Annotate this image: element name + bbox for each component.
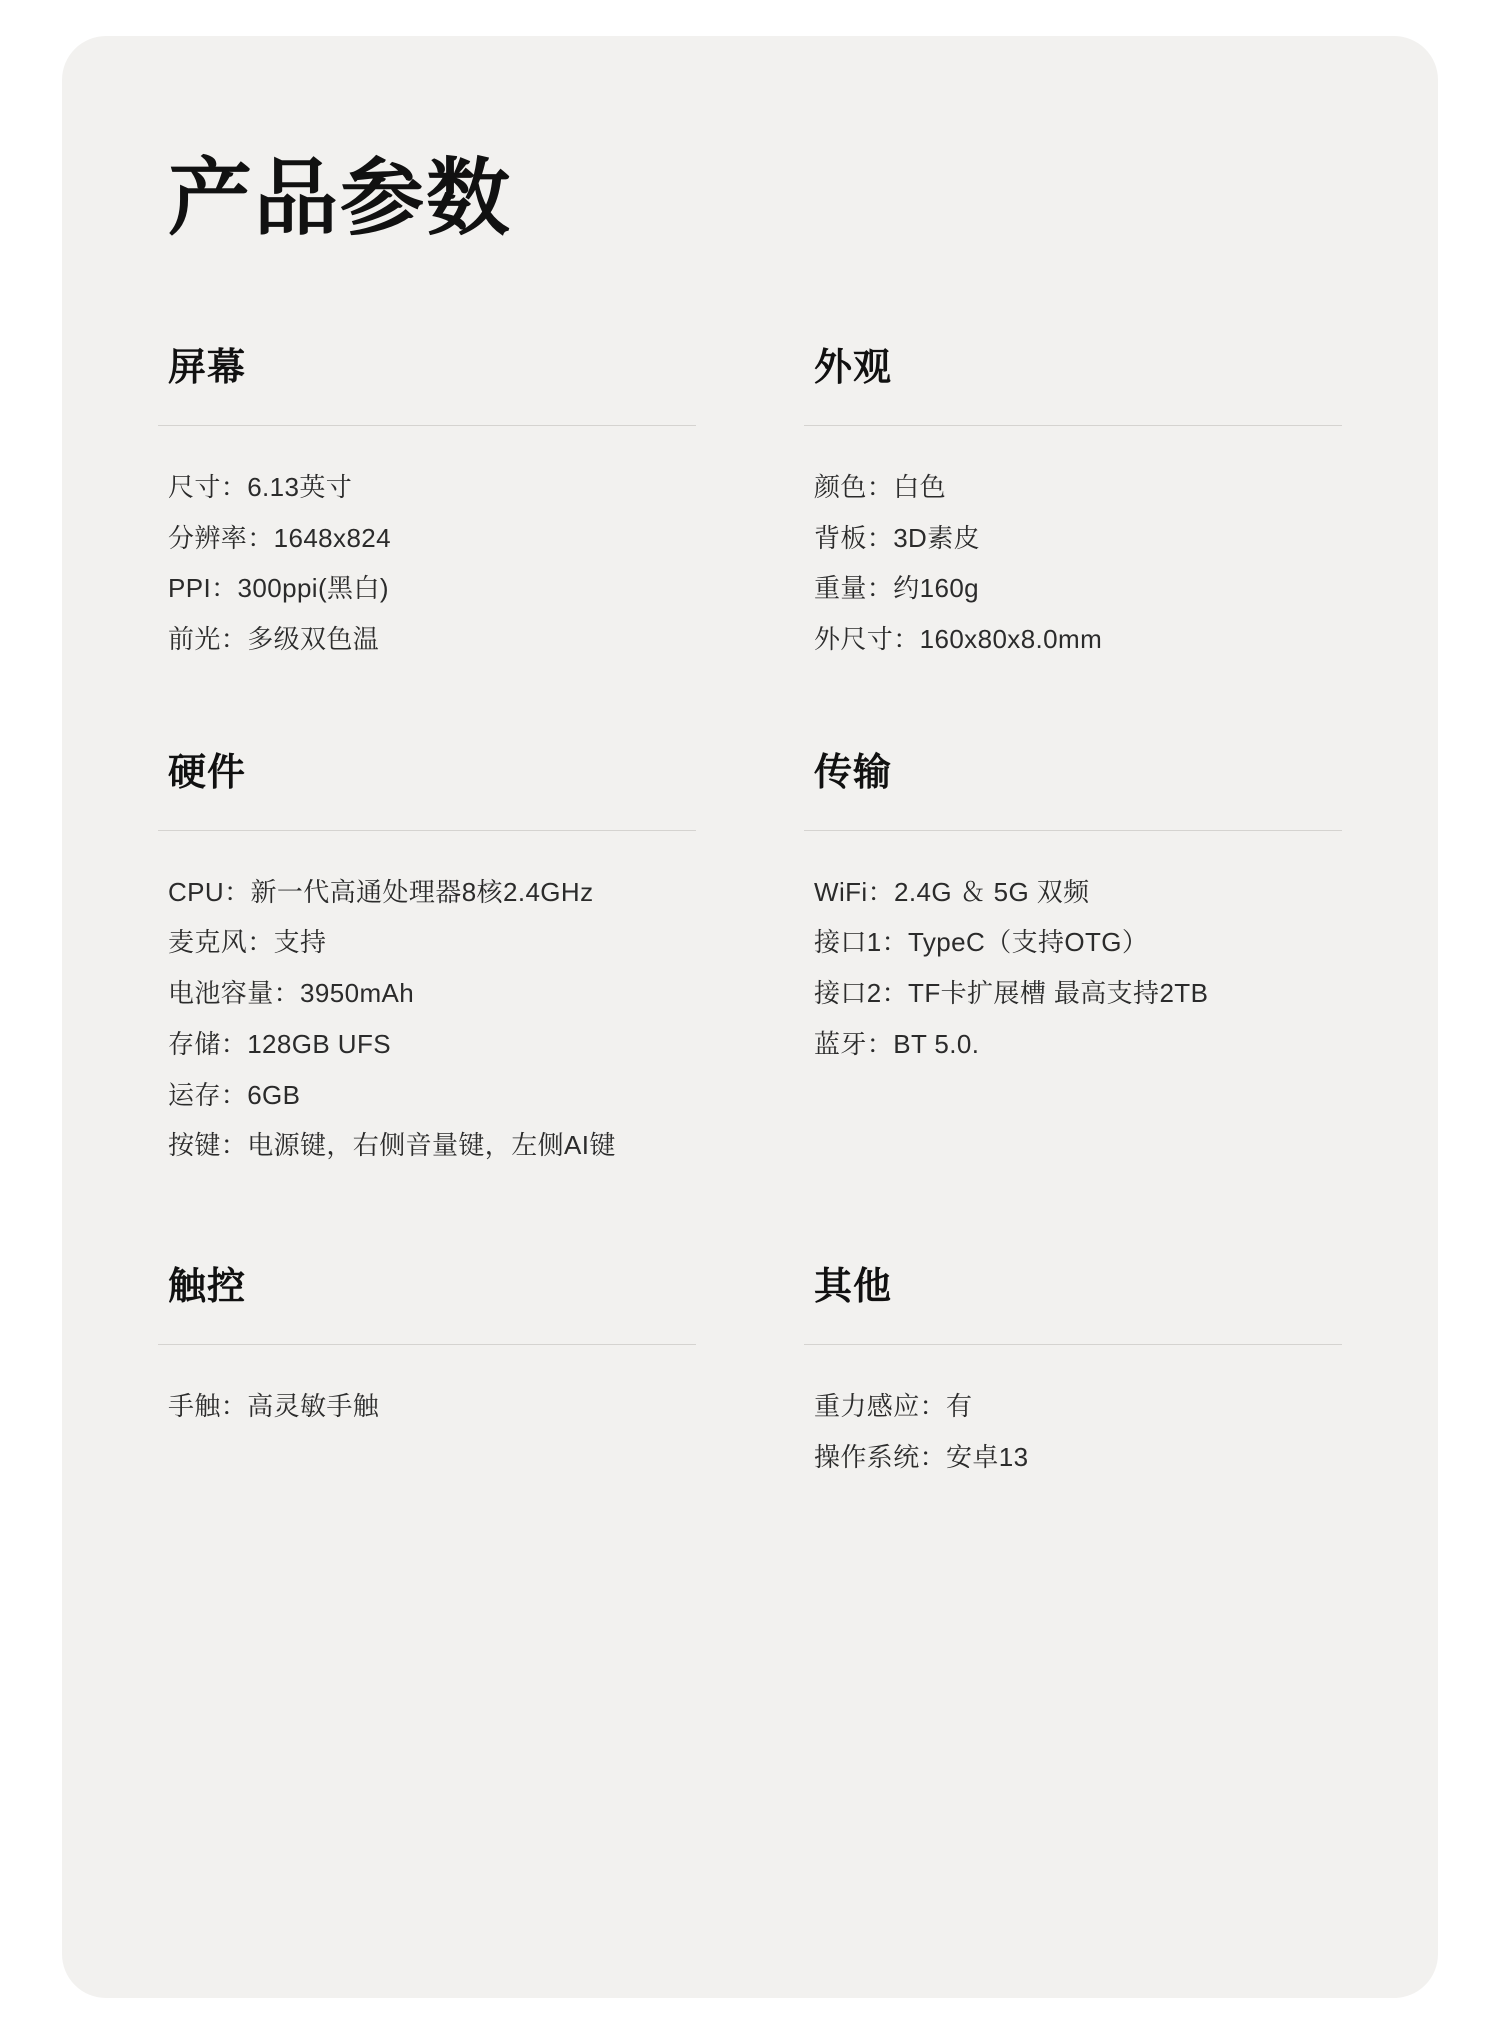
section-divider	[158, 1344, 696, 1345]
spec-item: 操作系统：安卓13	[814, 1441, 1029, 1472]
spec-item: CPU：新一代高通处理器8核2.4GHz	[168, 876, 594, 907]
spec-item: 接口1：TypeC（支持OTG）	[814, 927, 1149, 958]
section-items-touch	[158, 1381, 696, 1432]
spec-item: 尺寸：6.13英寸	[168, 472, 353, 502]
spec-section-other	[804, 1255, 1342, 1482]
spec-item: 分辨率：1648x824	[168, 522, 392, 553]
spec-item: WiFi：2.4G ＆ 5G 双频	[814, 876, 1090, 907]
spec-item: 手触：高灵敏手触	[168, 1390, 380, 1421]
page-title: 产品参数	[168, 151, 513, 245]
spec-item: 按键：电源键，右侧音量键，左侧AI键	[168, 1130, 616, 1161]
spec-section-appearance	[804, 336, 1342, 665]
spec-item: 电池容量：3950mAh	[168, 978, 415, 1009]
spec-item: 接口2：TF卡扩展槽 最高支持2TB	[814, 978, 1209, 1009]
spec-item: 颜色：白色	[814, 472, 947, 502]
spec-item: 背板：3D素皮	[814, 522, 981, 553]
spec-item: 存储：128GB UFS	[168, 1028, 391, 1059]
section-items-other	[804, 1381, 1342, 1482]
section-divider	[158, 830, 696, 831]
spec-section-touch	[158, 1255, 696, 1482]
section-heading-other: 其他	[814, 1265, 893, 1308]
section-heading-hardware: 硬件	[168, 751, 247, 794]
spec-grid	[158, 336, 1342, 1558]
spec-item: 重量：约160g	[814, 573, 980, 604]
section-items-screen	[158, 462, 696, 665]
spec-item: 麦克风：支持	[168, 927, 327, 958]
section-heading-screen: 屏幕	[168, 347, 247, 389]
section-divider	[804, 425, 1342, 426]
section-divider	[804, 830, 1342, 831]
spec-item: 外尺寸：160x80x8.0mm	[814, 624, 1103, 655]
section-heading-transmission: 传输	[814, 751, 893, 794]
section-items-hardware	[158, 867, 696, 1171]
spec-item: 运存：6GB	[168, 1079, 301, 1110]
section-divider	[804, 1344, 1342, 1345]
section-items-appearance	[804, 462, 1342, 665]
spec-item: PPI：300ppi(黑白)	[168, 573, 389, 604]
spec-item: 蓝牙：BT 5.0.	[814, 1028, 980, 1059]
section-divider	[158, 425, 696, 426]
spec-item: 重力感应：有	[814, 1390, 973, 1421]
spec-item: 前光：多级双色温	[168, 624, 380, 655]
spec-section-screen	[158, 336, 696, 665]
spec-section-hardware	[158, 741, 696, 1171]
section-heading-touch: 触控	[168, 1265, 247, 1308]
section-items-transmission	[804, 867, 1342, 1070]
spec-section-transmission	[804, 741, 1342, 1171]
section-heading-appearance: 外观	[814, 347, 893, 389]
spec-card	[62, 36, 1438, 1998]
